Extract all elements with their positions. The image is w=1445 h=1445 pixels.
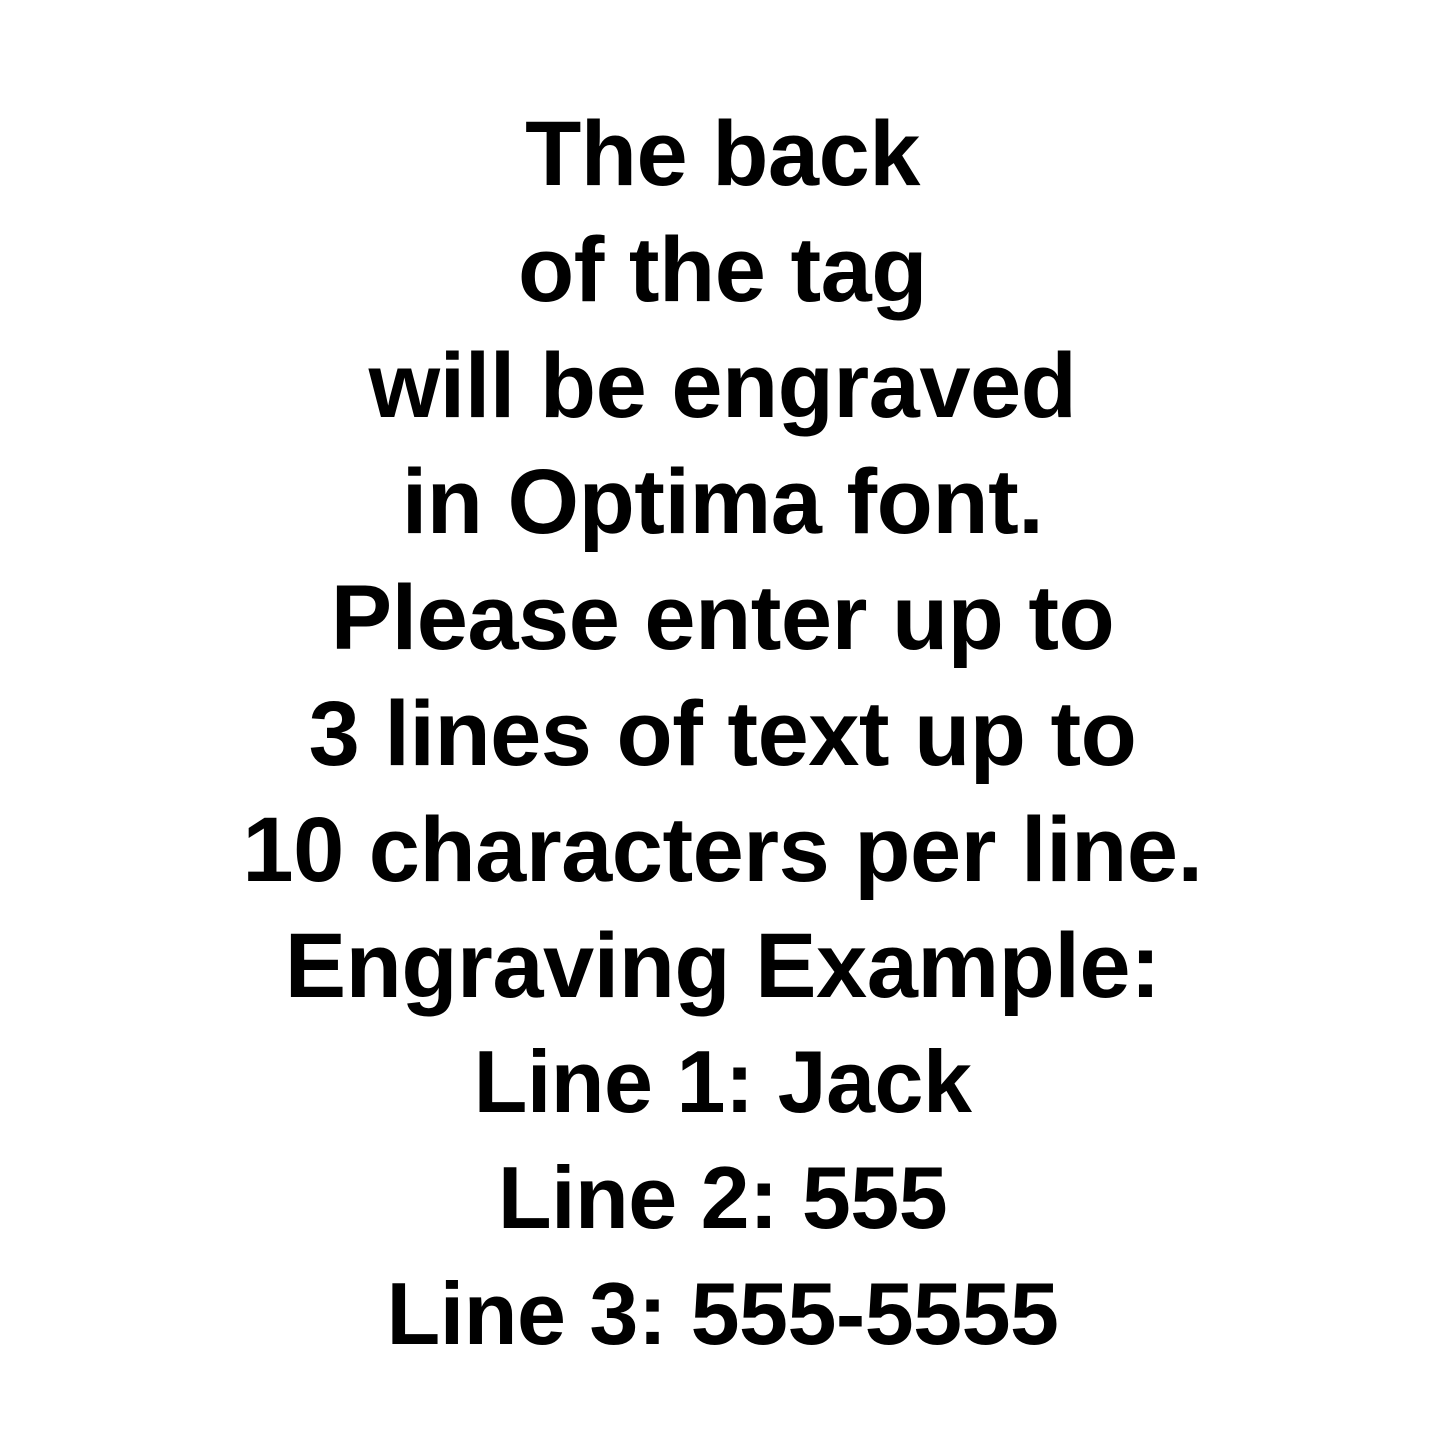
description-line-7: 10 characters per line. (242, 799, 1203, 901)
description-line-3: will be engraved (368, 335, 1077, 437)
description-line-1: The back (525, 103, 920, 205)
engraving-example-block (0, 908, 1445, 1372)
description-line-5: Please enter up to (330, 567, 1115, 669)
description-line-4: in Optima font. (401, 451, 1044, 553)
engraving-example-line-2: Line 2: 555 (497, 1148, 948, 1247)
description-line-6: 3 lines of text up to (308, 683, 1137, 785)
engraving-example-line-1: Line 1: Jack (473, 1032, 972, 1131)
description-block (0, 96, 1445, 908)
engraving-example-heading: Engraving Example: (284, 915, 1161, 1017)
engraving-example-line-3: Line 3: 555-5555 (386, 1264, 1059, 1363)
description-line-2: of the tag (518, 219, 927, 321)
